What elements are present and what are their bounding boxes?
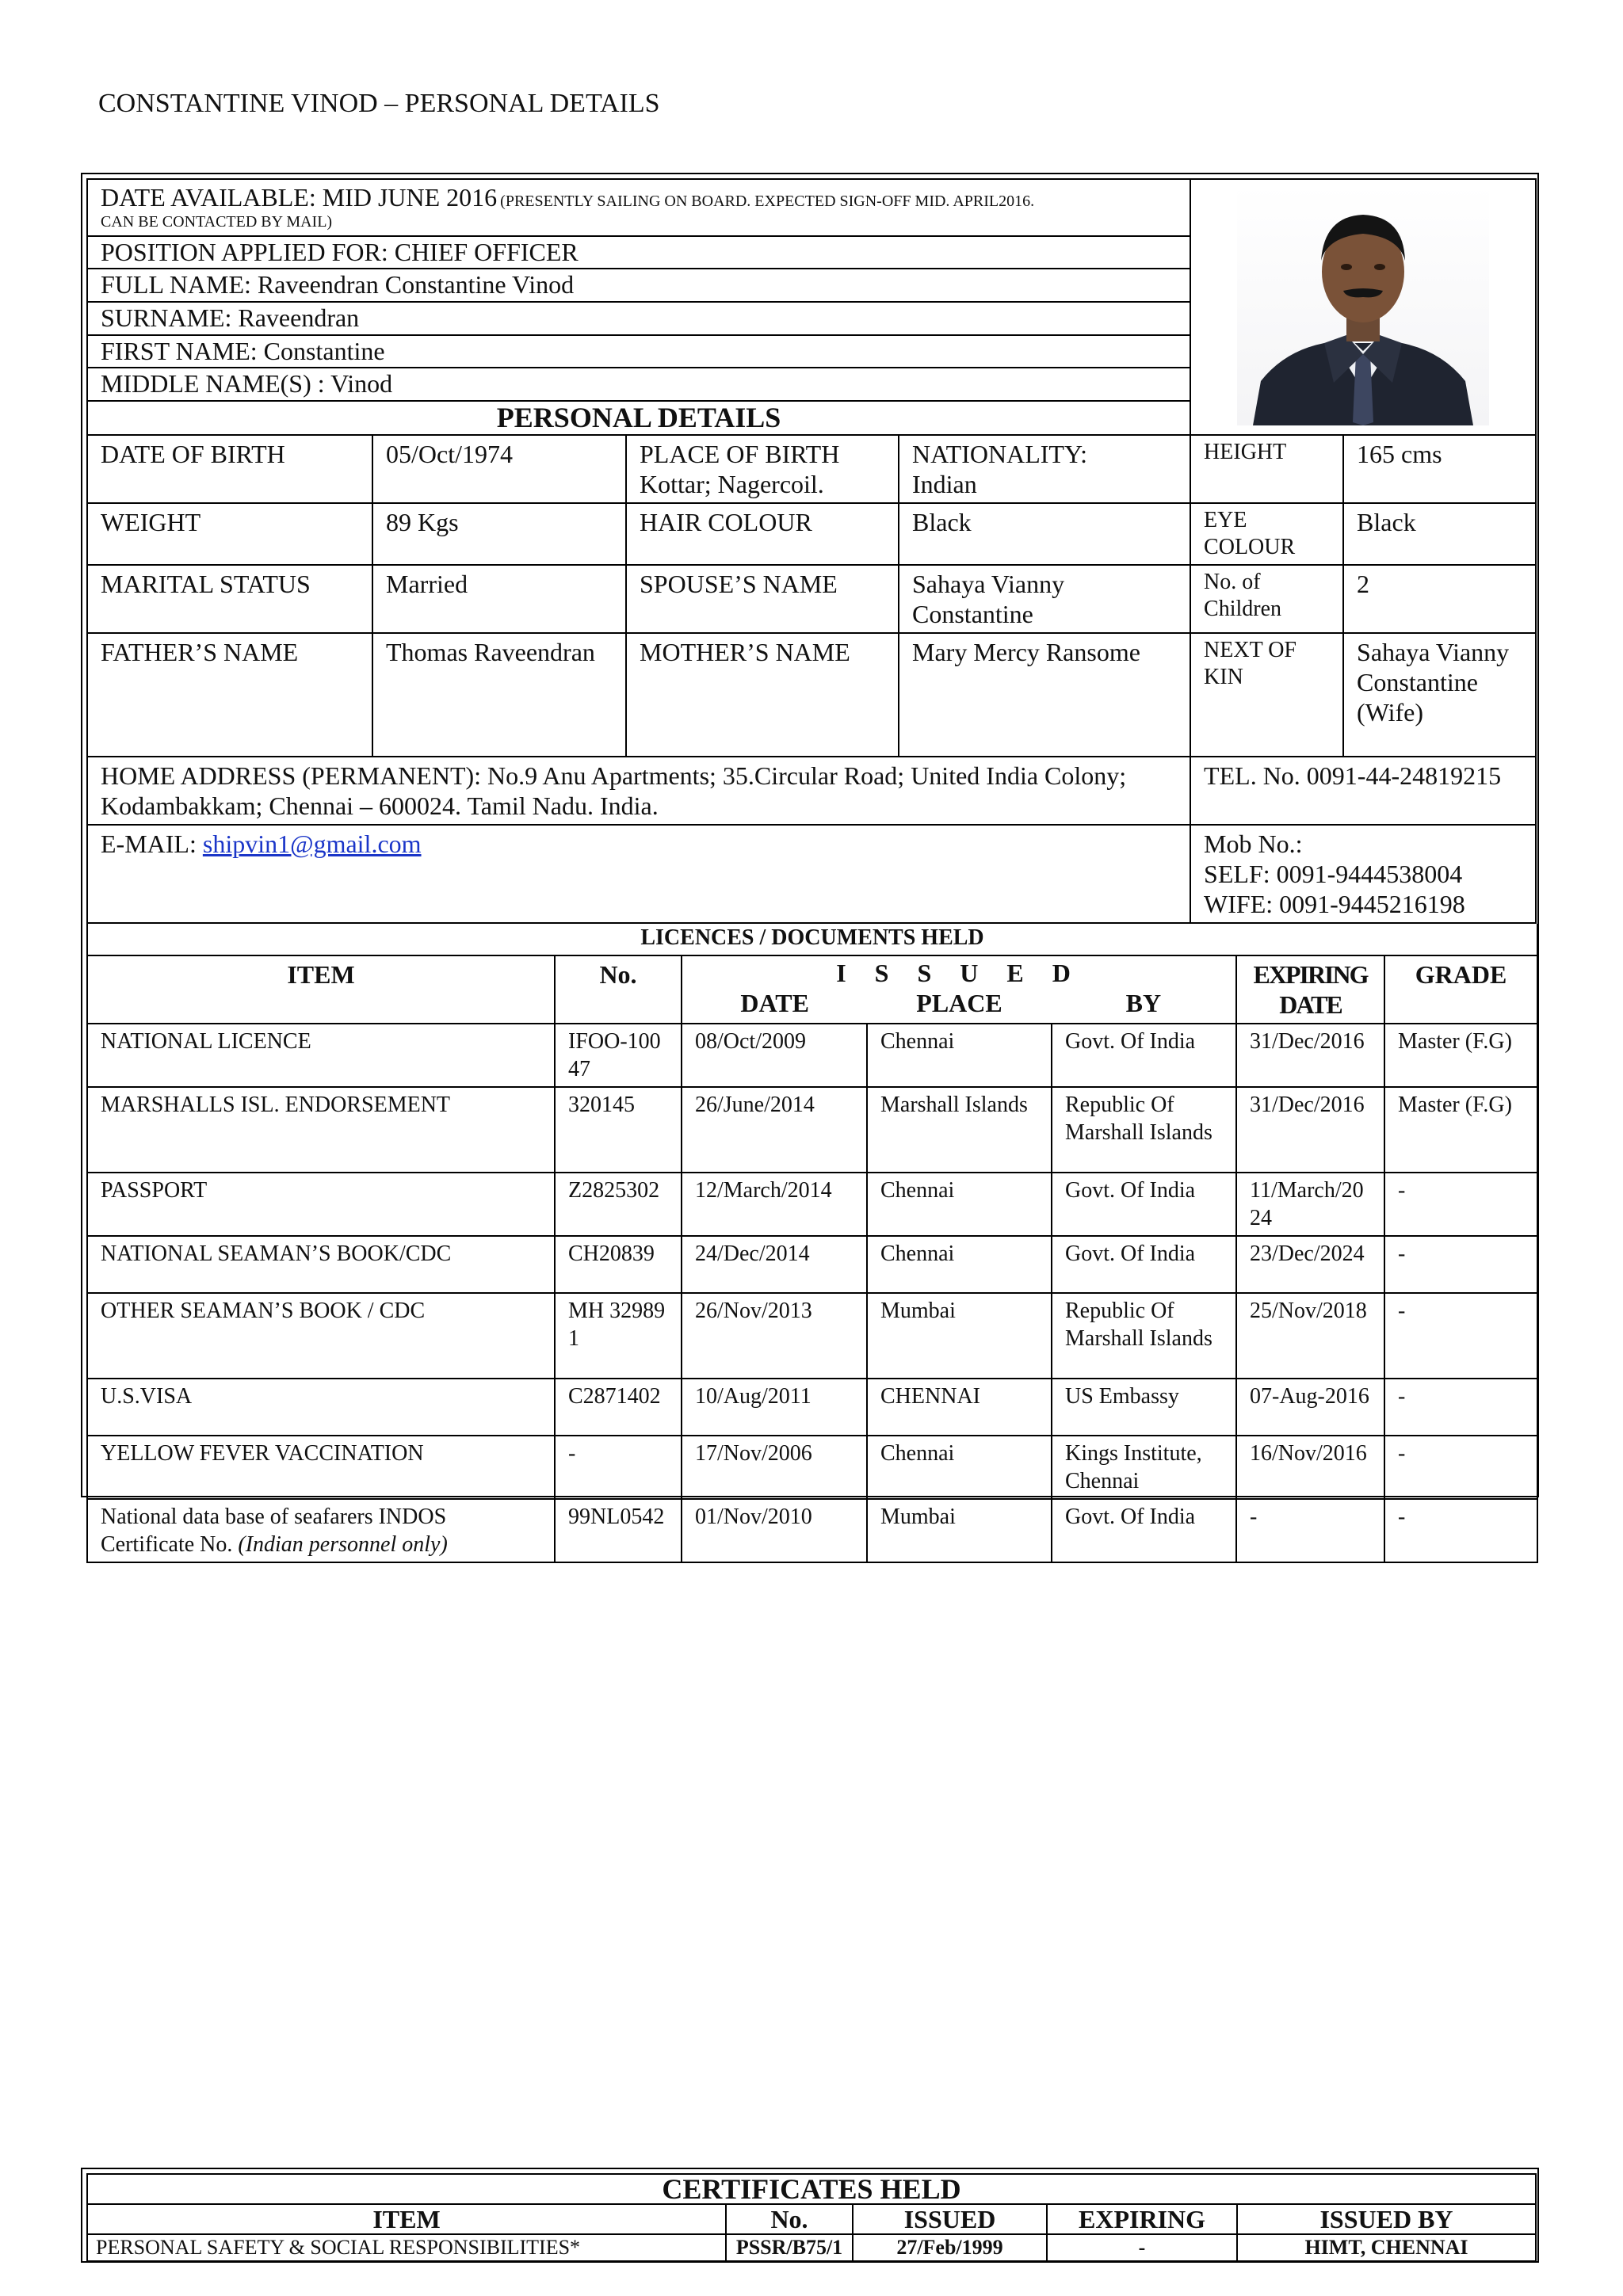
email-cell [87, 825, 1190, 923]
eye-value: Black [1343, 503, 1536, 565]
col-expiring: EXPIRING DATE [1236, 955, 1384, 1024]
row-no: 99NL0542 [555, 1499, 682, 1562]
date-available: DATE AVAILABLE: MID JUNE 2016 [101, 183, 498, 212]
father-label: FATHER’S NAME [87, 633, 372, 757]
date-available-note: (PRESENTLY SAILING ON BOARD. EXPECTED SIGN-OFF MID. APRIL2016. [500, 193, 1035, 210]
row-place: Chennai [867, 1236, 1052, 1293]
email-label: E-MAIL: [101, 830, 203, 858]
row-place: Mumbai [867, 1499, 1052, 1562]
row-place: Chennai [867, 1173, 1052, 1236]
mother-label: MOTHER’S NAME [626, 633, 899, 757]
certificates-section [81, 2168, 1539, 2263]
cert-col-no: No. [726, 2204, 853, 2234]
row-expiring: 31/Dec/2016 [1236, 1087, 1384, 1173]
email-link[interactable]: shipvin1@gmail.com [202, 830, 422, 858]
cert-issued-by: HIMT, CHENNAI [1237, 2234, 1536, 2261]
col-by: BY [1125, 989, 1162, 1017]
row-grade: - [1384, 1379, 1537, 1436]
row-item: YELLOW FEVER VACCINATION [87, 1436, 555, 1499]
father-value: Thomas Raveendran [372, 633, 626, 757]
weight-value: 89 Kgs [372, 503, 626, 565]
row-item-cell [87, 1499, 555, 1562]
row-place: CHENNAI [867, 1379, 1052, 1436]
table-row [87, 1087, 1537, 1173]
row-expiring: 11/March/2024 [1236, 1173, 1384, 1236]
surname: SURNAME: Raveendran [87, 302, 1190, 335]
middle-name: MIDDLE NAME(S) : Vinod [87, 368, 1190, 401]
row-date: 26/Nov/2013 [682, 1293, 867, 1379]
row-date: 26/June/2014 [682, 1087, 867, 1173]
table-row [87, 1293, 1537, 1379]
row-date: 10/Aug/2011 [682, 1379, 867, 1436]
table-row [87, 1379, 1537, 1436]
cert-col-issued-by: ISSUED BY [1237, 2204, 1536, 2234]
mobile-wife: WIFE: 0091-9445216198 [1204, 890, 1465, 918]
first-name: FIRST NAME: Constantine [87, 335, 1190, 368]
dob-label: DATE OF BIRTH [87, 435, 372, 503]
row-expiring: 07-Aug-2016 [1236, 1379, 1384, 1436]
details-table [86, 178, 1537, 924]
row-by: Govt. Of India [1052, 1236, 1236, 1293]
cert-no: PSSR/B75/1 [726, 2234, 853, 2261]
row-no: MH 329891 [555, 1293, 682, 1379]
cert-expiring: - [1047, 2234, 1237, 2261]
licences-table [86, 924, 1538, 1563]
row-expiring: 25/Nov/2018 [1236, 1293, 1384, 1379]
row-item-note: (Indian personnel only) [238, 1532, 448, 1557]
row-place: Chennai [867, 1024, 1052, 1087]
spouse-value: Sahaya Vianny Constantine [899, 565, 1190, 633]
col-date: DATE [740, 989, 809, 1017]
mobile-cell [1190, 825, 1536, 923]
children-label: No. of Children [1190, 565, 1343, 633]
pob-label: PLACE OF BIRTH [640, 440, 840, 468]
row-expiring: - [1236, 1499, 1384, 1562]
profile-photo [1237, 185, 1489, 425]
height-label: HEIGHT [1190, 435, 1343, 503]
col-place: PLACE [916, 989, 1002, 1017]
dob-value: 05/Oct/1974 [372, 435, 626, 503]
row-expiring: 31/Dec/2016 [1236, 1024, 1384, 1087]
row-grade: - [1384, 1436, 1537, 1499]
nationality-cell [899, 435, 1190, 503]
hair-value: Black [899, 503, 1190, 565]
col-grade: GRADE [1384, 955, 1537, 1024]
row-date: 17/Nov/2006 [682, 1436, 867, 1499]
row-by: Kings Institute, Chennai [1052, 1436, 1236, 1499]
mobile-label: Mob No.: [1204, 830, 1303, 858]
row-item: PASSPORT [87, 1173, 555, 1236]
cert-item: PERSONAL SAFETY & SOCIAL RESPONSIBILITIES* [87, 2234, 726, 2261]
nationality-label: NATIONALITY: [912, 440, 1088, 468]
cert-issued: 27/Feb/1999 [853, 2234, 1047, 2261]
col-item: ITEM [87, 955, 555, 1024]
photo-cell [1190, 179, 1536, 435]
home-address: HOME ADDRESS (PERMANENT): No.9 Anu Apartments; 35.Circular Road; United India Colony; Kodambakkam; Chennai – 600024. Tamil Nadu. India. [87, 757, 1190, 825]
row-place: Mumbai [867, 1293, 1052, 1379]
row-expiring: 23/Dec/2024 [1236, 1236, 1384, 1293]
row-no: Z2825302 [555, 1173, 682, 1236]
marital-label: MARITAL STATUS [87, 565, 372, 633]
row-item: National data base of seafarers INDOS Certificate No. [101, 1505, 447, 1557]
kin-label: NEXT OF KIN [1190, 633, 1343, 757]
col-issued: I S S U E D [836, 959, 1082, 987]
date-available-cell [87, 179, 1190, 236]
row-by: Govt. Of India [1052, 1173, 1236, 1236]
row-grade: Master (F.G) [1384, 1087, 1537, 1173]
table-row [87, 1436, 1537, 1499]
eye-label: EYE COLOUR [1190, 503, 1343, 565]
children-value: 2 [1343, 565, 1536, 633]
row-expiring: 16/Nov/2016 [1236, 1436, 1384, 1499]
table-row [87, 2234, 1536, 2261]
mobile-self: SELF: 0091-9444538004 [1204, 860, 1463, 888]
document-title: CONSTANTINE VINOD – PERSONAL DETAILS [98, 89, 660, 118]
row-by: Govt. Of India [1052, 1024, 1236, 1087]
table-row [87, 1024, 1537, 1087]
row-item: NATIONAL LICENCE [87, 1024, 555, 1087]
row-by: Republic Of Marshall Islands [1052, 1293, 1236, 1379]
row-grade: - [1384, 1236, 1537, 1293]
position-applied: POSITION APPLIED FOR: CHIEF OFFICER [87, 236, 1190, 269]
mother-value: Mary Mercy Ransome [899, 633, 1190, 757]
row-by: Republic Of Marshall Islands [1052, 1087, 1236, 1173]
kin-value: Sahaya Vianny Constantine (Wife) [1343, 633, 1536, 757]
table-row [87, 1236, 1537, 1293]
row-item: NATIONAL SEAMAN’S BOOK/CDC [87, 1236, 555, 1293]
hair-label: HAIR COLOUR [626, 503, 899, 565]
row-no: CH20839 [555, 1236, 682, 1293]
row-item: U.S.VISA [87, 1379, 555, 1436]
cert-col-issued: ISSUED [853, 2204, 1047, 2234]
marital-value: Married [372, 565, 626, 633]
row-by: Govt. Of India [1052, 1499, 1236, 1562]
row-date: 01/Nov/2010 [682, 1499, 867, 1562]
row-item: OTHER SEAMAN’S BOOK / CDC [87, 1293, 555, 1379]
table-row [87, 1173, 1537, 1236]
weight-label: WEIGHT [87, 503, 372, 565]
row-date: 24/Dec/2014 [682, 1236, 867, 1293]
cert-col-item: ITEM [87, 2204, 726, 2234]
nationality-value: Indian [912, 470, 977, 498]
date-available-note-2: CAN BE CONTACTED BY MAIL) [101, 213, 333, 231]
table-row [87, 1499, 1537, 1562]
spouse-label: SPOUSE’S NAME [626, 565, 899, 633]
personal-details-form [81, 173, 1539, 1557]
row-no: IFOO-10047 [555, 1024, 682, 1087]
row-place: Marshall Islands [867, 1087, 1052, 1173]
licences-heading: LICENCES / DOCUMENTS HELD [87, 924, 1537, 955]
row-date: 12/March/2014 [682, 1173, 867, 1236]
cert-col-expiring: EXPIRING [1047, 2204, 1237, 2234]
row-grade: Master (F.G) [1384, 1024, 1537, 1087]
certificates-heading: CERTIFICATES HELD [87, 2174, 1536, 2204]
row-no: - [555, 1436, 682, 1499]
row-place: Chennai [867, 1436, 1052, 1499]
row-no: C2871402 [555, 1379, 682, 1436]
row-date: 08/Oct/2009 [682, 1024, 867, 1087]
row-grade: - [1384, 1499, 1537, 1562]
personal-details-heading: PERSONAL DETAILS [87, 401, 1190, 435]
certificates-table [86, 2173, 1537, 2262]
row-item: MARSHALLS ISL. ENDORSEMENT [87, 1087, 555, 1173]
row-grade: - [1384, 1173, 1537, 1236]
row-by: US Embassy [1052, 1379, 1236, 1436]
full-name: FULL NAME: Raveendran Constantine Vinod [87, 269, 1190, 302]
col-no: No. [555, 955, 682, 1024]
row-no: 320145 [555, 1087, 682, 1173]
height-value: 165 cms [1343, 435, 1536, 503]
pob-value: Kottar; Nagercoil. [640, 470, 824, 498]
col-issued-group [682, 955, 1236, 1024]
telephone: TEL. No. 0091-44-24819215 [1190, 757, 1536, 825]
row-grade: - [1384, 1293, 1537, 1379]
pob-label-cell [626, 435, 899, 503]
